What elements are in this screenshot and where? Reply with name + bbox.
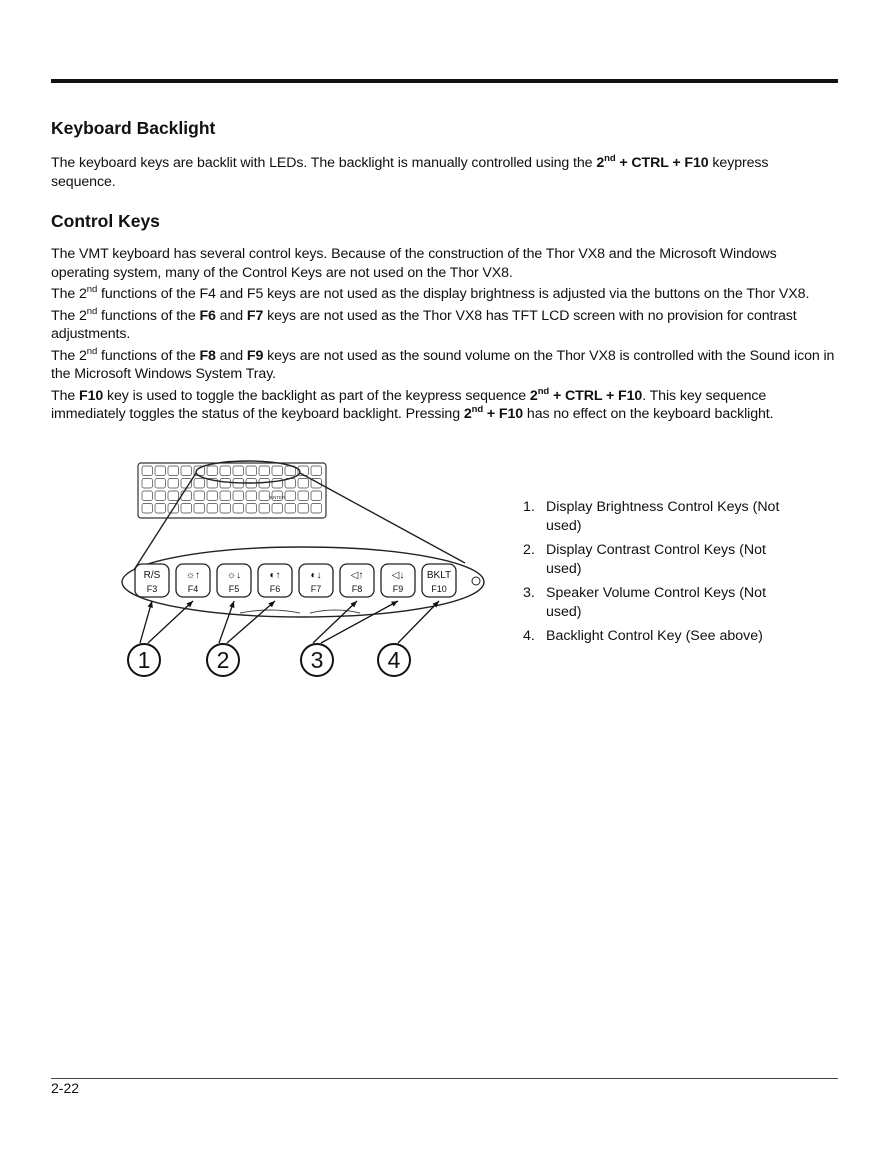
superscript: nd: [471, 404, 484, 415]
mini-key: [168, 466, 179, 476]
text: functions of the: [97, 307, 200, 324]
keypress-2nd-f10: [464, 406, 523, 422]
superscript: nd: [86, 345, 98, 357]
text: 2: [463, 406, 472, 422]
mini-key: [207, 491, 218, 501]
page-number: 2-22: [51, 1080, 80, 1096]
legend-item: [521, 584, 781, 621]
mini-key: [246, 466, 257, 476]
mini-key: [142, 466, 153, 476]
callout-number: 4: [387, 647, 401, 673]
mini-key: [272, 466, 283, 476]
function-key-bottom-label: F6: [269, 584, 281, 594]
mini-key: [233, 466, 244, 476]
mini-key: [259, 491, 270, 501]
legend-list: [521, 498, 781, 652]
text: The 2: [51, 307, 87, 324]
superscript: nd: [86, 305, 98, 317]
mini-key: [311, 491, 322, 501]
mini-key: [194, 504, 205, 514]
function-key-bottom-label: F9: [392, 584, 404, 594]
function-key-bottom-label: F10: [431, 584, 447, 594]
function-key-bottom-label: F3: [146, 584, 158, 594]
mini-key: [285, 491, 296, 501]
mini-key: [142, 479, 153, 489]
mini-key: [181, 491, 192, 501]
mini-keyboard: [138, 461, 326, 518]
heading-control-keys: Control Keys: [51, 211, 160, 231]
text: keypress sequence.: [51, 155, 769, 190]
mini-key: [311, 504, 322, 514]
mini-key: [168, 491, 179, 501]
function-key-bottom-label: F5: [228, 584, 240, 594]
legend-number: 2.: [523, 542, 535, 558]
keypress-sequence: [529, 385, 643, 404]
header-rule: [51, 79, 838, 83]
function-key-bottom-label: F7: [310, 584, 322, 594]
mini-key: [181, 504, 192, 514]
function-key-bottom-label: F4: [187, 584, 199, 594]
text: + CTRL + F10: [615, 155, 709, 171]
text: + CTRL + F10: [549, 387, 643, 404]
mini-key: [142, 504, 153, 514]
callout-number: 2: [216, 647, 230, 673]
paragraph-control-intro: The VMT keyboard has several control keys. Because of the construction of the Thor VX8 and the Microsoft Windows operating system, many of the Control Keys are not used on the Thor VX8.: [51, 246, 777, 281]
keyboard-diagram: [120, 455, 500, 685]
key-f6: F6: [199, 307, 216, 324]
text: has no effect on the keyboard backlight.: [523, 406, 774, 422]
page-content: [51, 118, 836, 427]
function-key-top-label: ◐↓: [310, 570, 322, 581]
mini-key: [259, 466, 270, 476]
mini-key: [259, 504, 270, 514]
text: The keyboard keys are backlit with LEDs. The backlight is manually controlled using the: [51, 155, 597, 171]
text: The: [51, 387, 79, 404]
mini-key: [246, 491, 257, 501]
function-key-top-label: ◁↓: [391, 570, 405, 581]
legend-item: [521, 498, 781, 535]
superscript: nd: [604, 153, 616, 164]
mini-key: [168, 479, 179, 489]
mini-key: [298, 491, 309, 501]
key-f9: F9: [246, 347, 264, 364]
text: 2: [596, 155, 605, 171]
text: functions of the F4 and F5 keys are not used as the display brightness is adjusted via the buttons on the Thor VX8.: [97, 286, 810, 302]
legend-number: 4.: [523, 628, 535, 644]
footer-rule: [51, 1078, 838, 1079]
mini-key: [194, 479, 205, 489]
heading-keyboard-backlight: Keyboard Backlight: [51, 118, 216, 138]
text: 2: [529, 387, 538, 404]
enter-key-label: ENTER: [270, 495, 286, 500]
text: keys are not used as the sound volume on the Thor VX8 is controlled with the Sound icon in the Microsoft Windows System Tray.: [51, 347, 835, 382]
legend-item: [521, 627, 781, 646]
function-key-top-label: ☼↓: [226, 570, 242, 581]
callout-arrow: [148, 601, 193, 643]
text: + F10: [483, 406, 524, 422]
mini-key: [155, 479, 166, 489]
legend-item: [521, 541, 781, 578]
callout-number: 1: [137, 647, 151, 673]
mini-key: [220, 491, 231, 501]
key-f7: F7: [246, 307, 264, 324]
mini-key: [298, 479, 309, 489]
arrow-head: [148, 601, 153, 608]
paragraph-f10: [51, 387, 836, 424]
mini-key: [181, 466, 192, 476]
mini-key: [298, 504, 309, 514]
mini-key: [233, 491, 244, 501]
text: The 2: [51, 347, 87, 364]
mini-key: [155, 504, 166, 514]
text: key is used to toggle the backlight as part of the keypress sequence: [103, 387, 530, 404]
legend-number: 1.: [523, 499, 535, 515]
text: . This key sequence immediately toggles the status of the keyboard backlight. Pressing: [51, 387, 767, 422]
function-key-top-label: BKLT: [426, 570, 452, 581]
mini-key: [285, 504, 296, 514]
text: and: [215, 307, 247, 324]
legend-text: Speaker Volume Control Keys (Not used): [546, 585, 767, 620]
function-key-bottom-label: F8: [351, 584, 363, 594]
keypress-2nd: [596, 155, 708, 171]
function-key-top-label: R/S: [143, 570, 161, 581]
paragraph-volume: [51, 347, 836, 384]
superscript: nd: [86, 284, 98, 295]
callout-number: 3: [310, 647, 324, 673]
mini-key: [220, 504, 231, 514]
mini-key: [233, 504, 244, 514]
paragraph-backlight: [51, 154, 836, 191]
paragraph-contrast: [51, 307, 836, 344]
mini-key: [207, 466, 218, 476]
text: functions of the: [97, 347, 200, 364]
mini-key: [194, 491, 205, 501]
function-key-top-label: ◐↑: [269, 570, 281, 581]
mini-key: [246, 504, 257, 514]
text: and: [215, 347, 247, 364]
mini-key: [155, 491, 166, 501]
mini-key: [155, 466, 166, 476]
mini-key: [220, 466, 231, 476]
mini-key: [311, 466, 322, 476]
superscript: nd: [537, 385, 550, 397]
legend-text: Display Brightness Control Keys (Not used): [546, 499, 780, 534]
key-f10: F10: [79, 387, 104, 404]
function-key-top-label: ◁↑: [350, 570, 364, 581]
legend-text: Backlight Control Key (See above): [546, 628, 763, 644]
mini-key: [220, 479, 231, 489]
function-key-top-label: ☼↑: [185, 570, 201, 581]
mini-key: [142, 491, 153, 501]
callout-arrow: [140, 601, 152, 643]
text: keys are not used as the Thor VX8 has TFT LCD screen with no provision for contrast adjustments.: [51, 307, 797, 342]
legend-text: Display Contrast Control Keys (Not used): [546, 542, 766, 577]
legend-number: 3.: [523, 585, 535, 601]
text: The 2: [51, 286, 87, 302]
mini-key: [207, 504, 218, 514]
mini-key: [272, 504, 283, 514]
key-f8: F8: [199, 347, 216, 364]
paragraph-brightness: [51, 285, 836, 304]
callout-numbers: [128, 644, 410, 676]
